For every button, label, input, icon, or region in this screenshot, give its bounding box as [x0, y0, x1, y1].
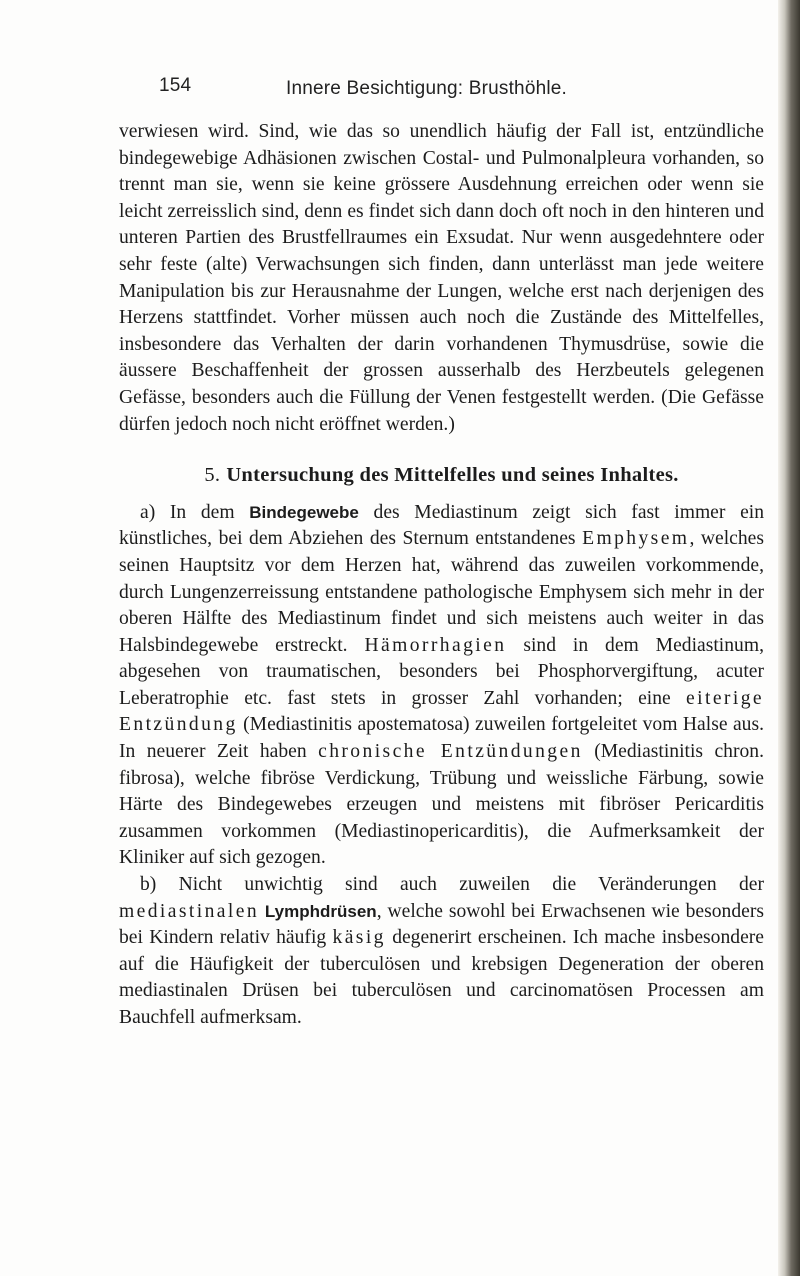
- text-run: sind in dem Mediastinum, abgesehen von traumatischen, besonders bei Phosphorvergiftung, acuter Leberatrophie etc. fast stets in grosser Zahl vorhanden; eine: [119, 634, 764, 709]
- text-run: a) In dem: [140, 501, 250, 523]
- term-eitrige-entzuendung: eiterige Entzündung: [119, 687, 764, 736]
- text-run: des Mediastinum zeigt sich fast immer ein künstliches, bei dem Abziehen des Sternum entstandenes: [119, 501, 764, 550]
- term-haemorrhagien: Hämorrhagien: [364, 634, 507, 656]
- text-run: b) Nicht unwichtig sind auch zuweilen die Veränderungen der: [140, 874, 764, 896]
- running-title: Innere Besichtigung: Brusthöhle.: [286, 78, 568, 99]
- page-number: 154: [159, 75, 192, 96]
- section-number: 5.: [204, 464, 221, 487]
- page-edge-shadow: [778, 0, 800, 1276]
- text-run: (Mediastinitis apostematosa) zuweilen fortgeleitet vom Halse aus. In neuerer Zeit haben: [119, 714, 764, 763]
- term-chronische-entzuendungen: chronische Entzündungen: [318, 741, 583, 763]
- term-lymphdruesen: Lymphdrüsen: [264, 901, 377, 921]
- term-bindegewebe: Bindegewebe: [249, 502, 359, 522]
- term-emphysem: Emphysem: [582, 528, 690, 550]
- paragraph-a: [119, 500, 764, 872]
- section-title: Untersuchung des Mittelfelles und seines Inhaltes.: [226, 464, 679, 487]
- term-mediastinalen: mediastinalen: [119, 900, 260, 922]
- paragraph-continuation: verwiesen wird. Sind, wie das so unendlich häufig der Fall ist, entzündliche bindegewebige Adhäsionen zwischen Costal- und Pulmonalpleura vorhanden, so trennt man sie, wenn sie keine grössere Ausdehnung erreichen oder wenn sie leicht zerreisslich sind, denn es findet sich dann doch oft noch in den hinteren und unteren Partien des Brustfellraumes ein Exsudat. Nur wenn ausgedehntere oder sehr feste (alte) Verwachsungen sich finden, dann unterlässt man jede weitere Manipulation bis zur Herausnahme der Lungen, welche erst nach derjenigen des Herzens stattfindet. Vorher müssen auch noch die Zustände des Mittelfelles, insbesondere das Verhalten der darin vorhandenen Thymusdrüse, sowie die äussere Beschaffenheit der grossen ausserhalb des Herzbeutels gelegenen Gefässe, besonders auch die Füllung der Venen festgestellt werden. (Die Gefässe dürfen jedoch noch nicht eröffnet werden.): [119, 121, 764, 435]
- paragraph-b: [119, 872, 764, 1032]
- text-run: degenerirt erscheinen. Ich mache insbesondere auf die Häufigkeit der tuberculösen und krebsigen Degeneration der oberen mediastinalen Drüsen bei tuberculösen und carcinomatösen Processen am Bauchfell aufmerksam.: [119, 927, 764, 1028]
- text-run: (Mediastinitis chron. fibrosa), welche fibröse Verdickung, Trübung und weissliche Färbung, sowie Härte des Bindegewebes erzeugen und meistens mit fibröser Pericarditis zusammen vorkommen (Mediastinopericarditis), die Aufmerksamkeit der Kliniker auf sich gezogen.: [119, 741, 764, 869]
- term-kaesig: käsig: [332, 927, 386, 949]
- section-heading: [119, 462, 764, 489]
- body-text: [119, 119, 764, 1032]
- text-run: , welche sowohl bei Erwachsenen wie besonders bei Kindern relativ häufig: [119, 900, 764, 949]
- text-run: , welches seinen Hauptsitz vor dem Herzen hat, während das zuweilen vorkommende, durch Lungenzerreissung entstandene pathologische Emphysem sich mehr in der oberen Hälfte des Mediastinum findet und sich meistens auch weiter in das Halsbindegewebe erstreckt.: [119, 528, 764, 656]
